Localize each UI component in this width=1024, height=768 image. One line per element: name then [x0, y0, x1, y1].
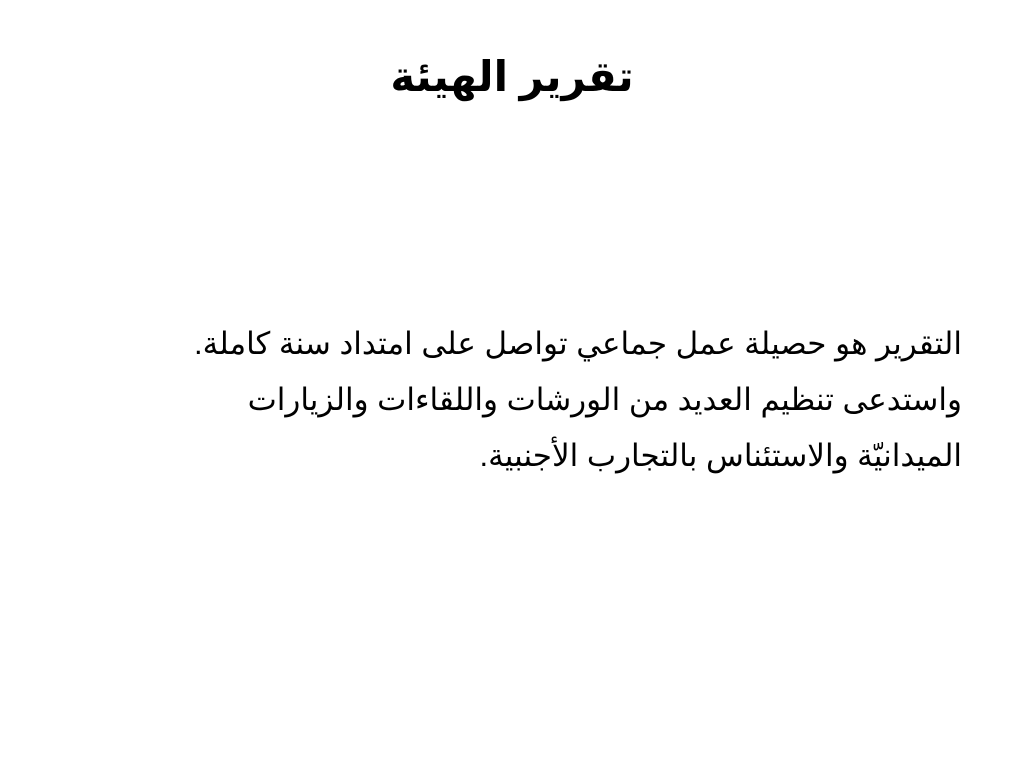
body-line: واستدعى تنظيم العديد من الورشات واللقاءات والزيارات	[247, 382, 962, 417]
slide-title: تقرير الهيئة	[390, 53, 634, 100]
slide-body-text	[52, 316, 962, 484]
body-line: التقرير هو حصيلة عمل جماعي تواصل على امتداد سنة كاملة.	[193, 326, 962, 361]
body-line: الميدانيّة والاستئناس بالتجارب الأجنبية.	[479, 438, 962, 473]
